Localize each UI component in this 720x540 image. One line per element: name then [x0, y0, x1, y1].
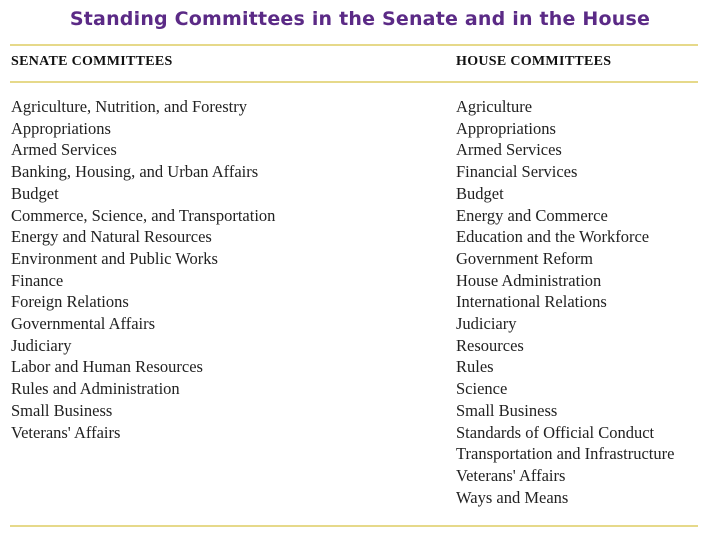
list-item: Ways and Means	[456, 487, 569, 507]
list-item: Appropriations	[456, 118, 556, 138]
list-item: Appropriations	[11, 118, 111, 138]
list-item: Environment and Public Works	[11, 248, 218, 268]
list-item: Education and the Workforce	[456, 227, 650, 247]
list-item: Banking, Housing, and Urban Affairs	[11, 162, 259, 182]
list-item: Agriculture	[456, 97, 533, 116]
list-item: Rules and Administration	[11, 379, 180, 399]
bottom-divider	[10, 525, 698, 527]
list-item: Energy and Commerce	[456, 205, 608, 225]
list-item: Labor and Human Resources	[11, 357, 203, 377]
list-item: Government Reform	[456, 248, 594, 268]
list-item: Foreign Relations	[11, 292, 129, 312]
list-item: Armed Services	[11, 140, 117, 160]
list-item: Transportation and Infrastructure	[456, 444, 675, 464]
list-item: Rules	[456, 357, 494, 377]
senate-column-heading: SENATE COMMITTEES	[11, 54, 173, 69]
list-item: Governmental Affairs	[11, 314, 156, 334]
list-item: Financial Services	[456, 162, 578, 182]
list-item: Small Business	[11, 400, 113, 420]
list-item: Small Business	[456, 400, 558, 420]
house-committee-list	[456, 96, 674, 508]
header-divider	[10, 81, 698, 83]
list-item: Commerce, Science, and Transportation	[11, 205, 276, 225]
page-title: Standing Committees in the Senate and in the House	[69, 8, 651, 30]
list-item: House Administration	[456, 270, 602, 290]
list-item: Finance	[11, 270, 64, 290]
list-item: Veterans' Affairs	[456, 465, 566, 485]
senate-committee-list	[11, 96, 275, 443]
list-item: Veterans' Affairs	[11, 422, 121, 442]
list-item: Energy and Natural Resources	[11, 227, 212, 247]
list-item: International Relations	[456, 292, 607, 312]
list-item: Resources	[456, 335, 524, 355]
list-item: Judiciary	[456, 314, 517, 334]
list-item: Agriculture, Nutrition, and Forestry	[11, 97, 247, 116]
list-item: Science	[456, 379, 508, 399]
list-item: Budget	[11, 183, 59, 203]
list-item: Budget	[456, 183, 504, 203]
top-divider	[10, 44, 698, 46]
list-item: Judiciary	[11, 335, 72, 355]
house-column-heading: HOUSE COMMITTEES	[456, 54, 612, 69]
list-item: Armed Services	[456, 140, 562, 160]
list-item: Standards of Official Conduct	[456, 422, 655, 442]
